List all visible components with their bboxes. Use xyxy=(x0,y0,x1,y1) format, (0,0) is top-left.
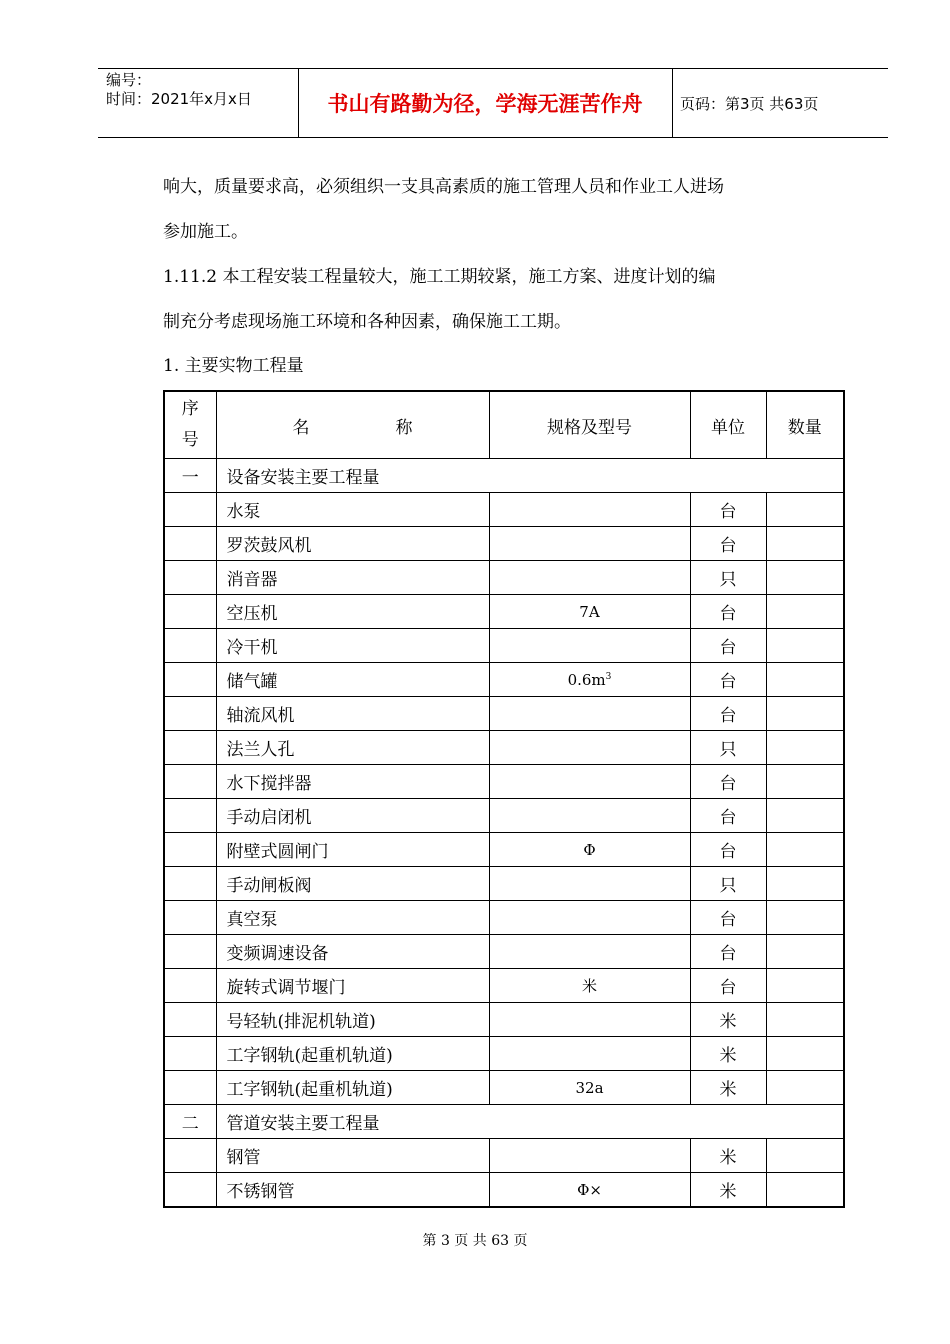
qty-cell xyxy=(766,833,844,867)
table-row xyxy=(164,663,844,697)
name-cell: 手动启闭机 xyxy=(216,799,489,833)
seq-cell xyxy=(164,493,216,527)
qty-cell xyxy=(766,1071,844,1105)
name-cell: 变频调速设备 xyxy=(216,935,489,969)
spec-cell xyxy=(489,629,690,663)
seq-cell xyxy=(164,663,216,697)
seq-cell xyxy=(164,1139,216,1173)
table-row xyxy=(164,935,844,969)
name-cell: 钢管 xyxy=(216,1139,489,1173)
unit-cell: 台 xyxy=(690,901,766,935)
table-row xyxy=(164,1173,844,1208)
name-cell: 附壁式圆闸门 xyxy=(216,833,489,867)
qty-cell xyxy=(766,1037,844,1071)
table-row xyxy=(164,901,844,935)
table-row xyxy=(164,527,844,561)
header-meta xyxy=(106,71,296,109)
name-cell: 水泵 xyxy=(216,493,489,527)
unit-cell: 米 xyxy=(690,1037,766,1071)
unit-cell: 台 xyxy=(690,697,766,731)
table-header-row xyxy=(164,391,844,459)
name-cell: 法兰人孔 xyxy=(216,731,489,765)
name-cell: 号轻轨(排泥机轨道) xyxy=(216,1003,489,1037)
name-cell: 工字钢轨(起重机轨道) xyxy=(216,1037,489,1071)
section-title-cell: 设备安装主要工程量 xyxy=(216,459,844,493)
table-row xyxy=(164,1139,844,1173)
qty-cell xyxy=(766,765,844,799)
spec-text: 0.6m xyxy=(567,670,606,689)
table-row xyxy=(164,1071,844,1105)
spec-cell xyxy=(489,1037,690,1071)
spec-cell xyxy=(489,867,690,901)
table-row xyxy=(164,799,844,833)
name-cell: 旋转式调节堰门 xyxy=(216,969,489,1003)
header-unit: 单位 xyxy=(690,391,766,459)
spec-cell xyxy=(489,1071,690,1105)
name-cell: 储气罐 xyxy=(216,663,489,697)
spec-cell xyxy=(489,731,690,765)
header-seq: 序 号 xyxy=(164,391,216,459)
spec-cell xyxy=(489,527,690,561)
name-cell: 不锈钢管 xyxy=(216,1173,489,1208)
header-divider-right xyxy=(672,69,673,137)
header-name: 名 称 xyxy=(216,391,489,459)
header-divider-left xyxy=(298,69,299,137)
spec-cell xyxy=(489,561,690,595)
qty-cell xyxy=(766,697,844,731)
unit-cell: 台 xyxy=(690,935,766,969)
page-footer: 第 3 页 共 63 页 xyxy=(422,1233,528,1249)
spec-cell xyxy=(489,493,690,527)
unit-cell: 台 xyxy=(690,799,766,833)
spec-cell xyxy=(489,799,690,833)
spec-cell xyxy=(489,1173,690,1208)
paragraph-line: 参加施工。 xyxy=(163,222,248,242)
seq-cell xyxy=(164,799,216,833)
qty-cell xyxy=(766,493,844,527)
seq-cell xyxy=(164,629,216,663)
spec-cell xyxy=(489,595,690,629)
header-motto: 书山有路勤为径，学海无涯苦作舟 xyxy=(327,92,643,116)
name-cell: 轴流风机 xyxy=(216,697,489,731)
seq-cell xyxy=(164,833,216,867)
document-number-label: 编号： xyxy=(106,71,152,89)
spec-cell xyxy=(489,697,690,731)
unit-cell: 台 xyxy=(690,493,766,527)
unit-cell: 台 xyxy=(690,629,766,663)
qty-cell xyxy=(766,731,844,765)
quantities-table xyxy=(163,390,845,1208)
paragraph-line: 制充分考虑现场施工环境和各种因素，确保施工工期。 xyxy=(163,312,571,332)
qty-cell xyxy=(766,867,844,901)
spec-cell xyxy=(489,1003,690,1037)
spec-cell xyxy=(489,833,690,867)
seq-cell xyxy=(164,527,216,561)
spec-text: 米 xyxy=(581,977,597,995)
name-cell: 工字钢轨(起重机轨道) xyxy=(216,1071,489,1105)
name-cell: 冷干机 xyxy=(216,629,489,663)
seq-cell xyxy=(164,867,216,901)
qty-cell xyxy=(766,595,844,629)
spec-superscript: 3 xyxy=(605,671,612,682)
table-row xyxy=(164,1003,844,1037)
unit-cell: 米 xyxy=(690,1139,766,1173)
unit-cell: 只 xyxy=(690,561,766,595)
page-header xyxy=(98,68,888,138)
paragraph-line: 响大，质量要求高，必须组织一支具高素质的施工管理人员和作业工人进场 xyxy=(163,177,724,197)
spec-cell xyxy=(489,765,690,799)
seq-cell xyxy=(164,1003,216,1037)
section-row xyxy=(164,1105,844,1139)
seq-cell xyxy=(164,969,216,1003)
spec-text: Φ xyxy=(583,840,596,859)
qty-cell xyxy=(766,527,844,561)
spec-text: Φ× xyxy=(577,1180,602,1199)
table-row xyxy=(164,629,844,663)
unit-cell: 台 xyxy=(690,969,766,1003)
qty-cell xyxy=(766,901,844,935)
unit-cell: 只 xyxy=(690,867,766,901)
seq-cell xyxy=(164,765,216,799)
qty-cell xyxy=(766,663,844,697)
table-row xyxy=(164,561,844,595)
table-row xyxy=(164,731,844,765)
seq-cell xyxy=(164,561,216,595)
qty-cell xyxy=(766,1003,844,1037)
paragraph-line: 1.11.2 本工程安装工程量较大，施工工期较紧，施工方案、进度计划的编 xyxy=(163,267,716,287)
qty-cell xyxy=(766,799,844,833)
spec-cell xyxy=(489,935,690,969)
table-row xyxy=(164,697,844,731)
qty-cell xyxy=(766,969,844,1003)
qty-cell xyxy=(766,629,844,663)
spec-cell xyxy=(489,663,690,697)
name-cell: 水下搅拌器 xyxy=(216,765,489,799)
unit-cell: 只 xyxy=(690,731,766,765)
name-cell: 消音器 xyxy=(216,561,489,595)
header-spec: 规格及型号 xyxy=(489,391,690,459)
spec-text: 7A xyxy=(579,602,600,621)
seq-cell xyxy=(164,595,216,629)
unit-cell: 米 xyxy=(690,1071,766,1105)
spec-cell xyxy=(489,969,690,1003)
name-cell: 真空泵 xyxy=(216,901,489,935)
qty-cell xyxy=(766,561,844,595)
qty-cell xyxy=(766,935,844,969)
table-row xyxy=(164,867,844,901)
qty-cell xyxy=(766,1173,844,1208)
header-qty: 数量 xyxy=(766,391,844,459)
name-cell: 手动闸板阀 xyxy=(216,867,489,901)
seq-cell xyxy=(164,697,216,731)
seq-cell xyxy=(164,1071,216,1105)
table-row xyxy=(164,493,844,527)
section-seq: 二 xyxy=(164,1105,216,1139)
table-row xyxy=(164,969,844,1003)
seq-cell xyxy=(164,935,216,969)
spec-cell xyxy=(489,1139,690,1173)
unit-cell: 台 xyxy=(690,527,766,561)
spec-text: 32a xyxy=(575,1078,604,1097)
document-time-label: 时间：2021年x月x日 xyxy=(106,90,252,108)
section-title: 1. 主要实物工程量 xyxy=(163,356,304,376)
table-row xyxy=(164,1037,844,1071)
seq-cell xyxy=(164,1037,216,1071)
table-row xyxy=(164,765,844,799)
qty-cell xyxy=(766,1139,844,1173)
name-cell: 罗茨鼓风机 xyxy=(216,527,489,561)
unit-cell: 台 xyxy=(690,595,766,629)
table-row xyxy=(164,595,844,629)
name-cell: 空压机 xyxy=(216,595,489,629)
unit-cell: 台 xyxy=(690,833,766,867)
unit-cell: 米 xyxy=(690,1003,766,1037)
seq-cell xyxy=(164,901,216,935)
table-row xyxy=(164,833,844,867)
seq-cell xyxy=(164,731,216,765)
section-row xyxy=(164,459,844,493)
section-seq: 一 xyxy=(164,459,216,493)
unit-cell: 台 xyxy=(690,765,766,799)
unit-cell: 米 xyxy=(690,1173,766,1208)
unit-cell: 台 xyxy=(690,663,766,697)
section-title-cell: 管道安装主要工程量 xyxy=(216,1105,844,1139)
seq-cell xyxy=(164,1173,216,1208)
spec-cell xyxy=(489,901,690,935)
header-page-info: 页码：第3页 共63页 xyxy=(680,94,819,113)
